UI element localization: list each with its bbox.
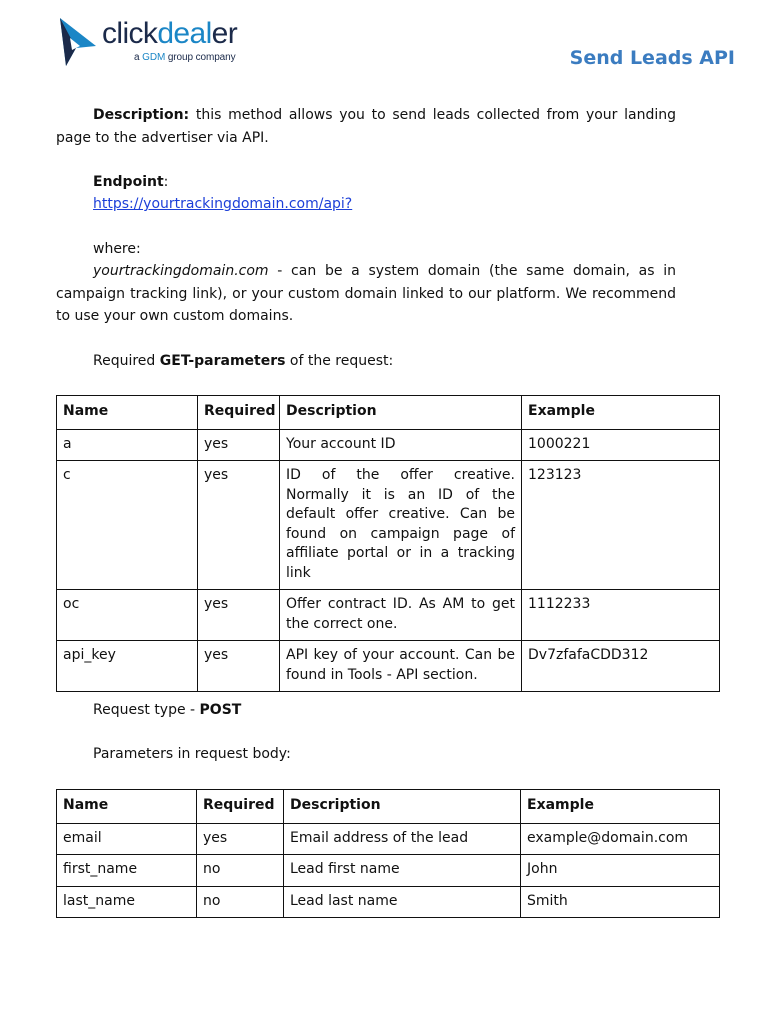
domain-term: yourtrackingdomain.com (93, 263, 269, 279)
param-name: a (57, 429, 198, 461)
description-text: this method allows you to send leads collected from your landing page to the advertiser via API. (56, 107, 676, 146)
body-params-intro: Parameters in request body: (93, 746, 291, 762)
param-description: Lead last name (284, 886, 521, 918)
column-header-description: Description (280, 396, 522, 430)
param-example: example@domain.com (521, 823, 720, 855)
param-required: yes (198, 461, 280, 590)
param-description: API key of your account. Can be found in Tools - API section. (280, 641, 522, 692)
document-title: Send Leads API (569, 47, 735, 69)
param-example: Smith (521, 886, 720, 918)
endpoint-url-line (93, 193, 352, 215)
table-row (57, 823, 720, 855)
endpoint-label: Endpoint (93, 174, 164, 190)
logo-arrow-icon (56, 16, 100, 68)
param-example: 1000221 (522, 429, 720, 461)
table-row (57, 886, 720, 918)
table-row (57, 855, 720, 887)
table-row (57, 429, 720, 461)
param-example: John (521, 855, 720, 887)
param-name: oc (57, 590, 198, 641)
column-header-name: Name (57, 790, 197, 824)
get-params-intro: Required GET-parameters of the request: (93, 353, 394, 369)
logo-tagline: a GDM group company (134, 52, 236, 63)
param-required: yes (198, 641, 280, 692)
column-header-example: Example (522, 396, 720, 430)
description-paragraph (56, 104, 676, 149)
param-name: c (57, 461, 198, 590)
param-required: yes (198, 429, 280, 461)
param-required: no (197, 886, 284, 918)
endpoint-heading: Endpoint: (93, 174, 169, 190)
param-example: Dv7zfafaCDD312 (522, 641, 720, 692)
description-label: Description: (93, 107, 190, 123)
body-params-table (56, 789, 720, 918)
param-description: Offer contract ID. As AM to get the correct one. (280, 590, 522, 641)
table-row (57, 641, 720, 692)
where-paragraph (56, 260, 676, 328)
table-row (57, 590, 720, 641)
logo-wordmark: clickdealer (102, 17, 238, 50)
request-type-line: Request type - POST (93, 702, 242, 718)
table-row (57, 461, 720, 590)
clickdealer-logo (56, 16, 286, 72)
param-name: last_name (57, 886, 197, 918)
param-required: yes (198, 590, 280, 641)
param-description: Email address of the lead (284, 823, 521, 855)
param-description: Your account ID (280, 429, 522, 461)
request-type-value: POST (199, 702, 242, 718)
param-required: yes (197, 823, 284, 855)
param-description: Lead first name (284, 855, 521, 887)
param-required: no (197, 855, 284, 887)
table-header-row (57, 790, 720, 824)
param-name: api_key (57, 641, 198, 692)
column-header-required: Required (197, 790, 284, 824)
param-name: email (57, 823, 197, 855)
get-params-table (56, 395, 720, 692)
where-label: where: (93, 241, 141, 257)
domain-explanation: - can be a system domain (the same domain, as in campaign tracking link), or your custom domain linked to our platform. We recommend to use your own custom domains. (56, 263, 676, 324)
param-description: ID of the offer creative. Normally it is an ID of the default offer creative. Can be found on campaign page of affiliate portal or in a tracking link (280, 461, 522, 590)
param-example: 1112233 (522, 590, 720, 641)
param-name: first_name (57, 855, 197, 887)
param-example: 123123 (522, 461, 720, 590)
endpoint-url-link[interactable]: https://yourtrackingdomain.com/api? (93, 196, 353, 212)
column-header-name: Name (57, 396, 198, 430)
table-header-row (57, 396, 720, 430)
column-header-description: Description (284, 790, 521, 824)
column-header-example: Example (521, 790, 720, 824)
column-header-required: Required (198, 396, 280, 430)
